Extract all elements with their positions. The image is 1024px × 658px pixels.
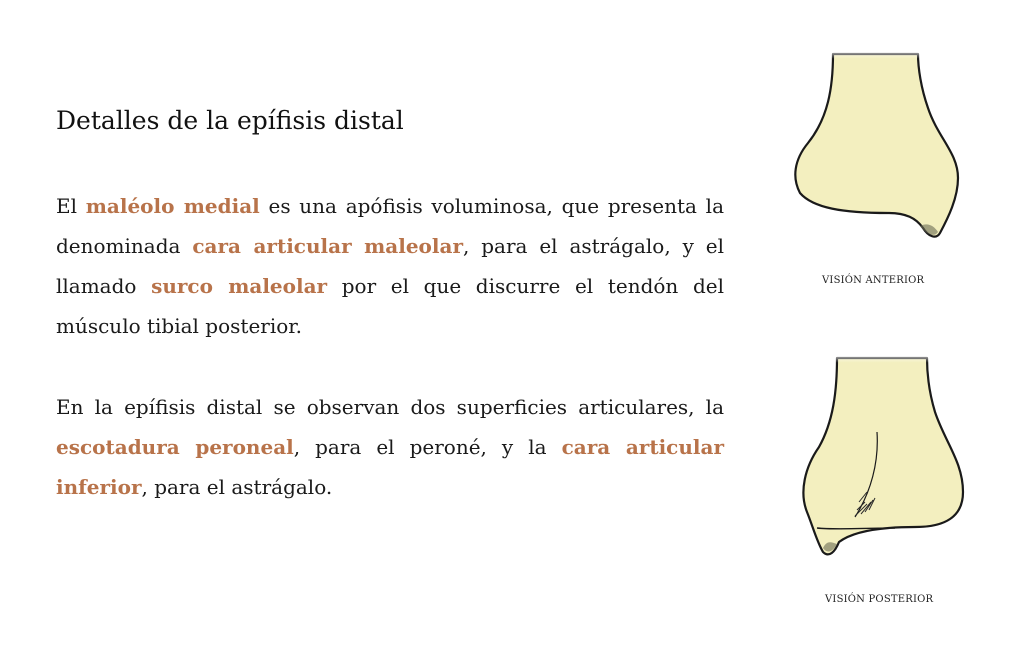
text-segment: El — [56, 194, 86, 218]
term-cara-articular-maleolar: cara articular maleolar — [192, 234, 463, 258]
term-escotadura-peroneal: escotadura peroneal — [56, 435, 294, 459]
section-title: Detalles de la epífisis distal — [56, 106, 404, 135]
text-segment: , para el astrágalo, y el llamado — [56, 234, 724, 298]
paragraph-articular-surfaces — [56, 387, 724, 507]
text-segment: es una apófisis voluminosa, que presenta la denominada — [56, 194, 724, 258]
term-surco-maleolar: surco maleolar — [151, 274, 328, 298]
caption-posterior-view: VISIÓN POSTERIOR — [825, 594, 934, 605]
text-segment: En la epífisis distal se observan dos superficies articulares, la — [56, 395, 724, 419]
caption-anterior-view: VISIÓN ANTERIOR — [822, 275, 925, 286]
tibia-posterior-illustration — [795, 352, 975, 572]
text-segment: , para el peroné, y la — [293, 435, 562, 459]
text-segment: por el que discurre el tendón del músculo tibial posterior. — [56, 274, 724, 338]
tibia-anterior-illustration — [788, 48, 968, 248]
text-segment: , para el astrágalo. — [141, 475, 333, 499]
paragraph-malleolus — [56, 186, 724, 346]
inferior-edge — [817, 528, 895, 529]
term-maleolo-medial: maléolo medial — [85, 194, 260, 218]
term-cara-articular-inferior: cara articular inferior — [56, 435, 724, 499]
